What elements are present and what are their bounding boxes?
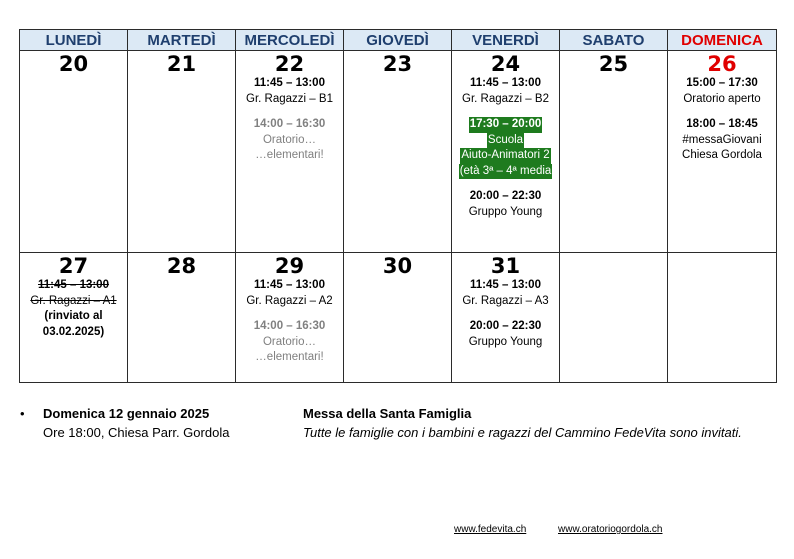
calendar-table: [19, 29, 777, 383]
week-row-1: [20, 51, 777, 253]
event-title: Oratorio…: [262, 133, 317, 146]
event-time: 11:45 – 13:00: [470, 77, 541, 89]
event-time: 11:45 – 13:00: [254, 279, 325, 291]
day-number: 25: [598, 52, 629, 76]
event-time: 11:45 – 13:00: [254, 77, 325, 89]
event-title: Gr. Ragazzi – A2: [246, 294, 333, 307]
header-thursday: GIOVEDÌ: [344, 30, 452, 51]
event-title-highlight: Scuola: [487, 133, 524, 149]
note-date-title: Domenica 12 gennaio 2025: [43, 406, 210, 421]
note-event-text: Tutte le famiglie con i bambini e ragazzi del Cammino FedeVita sono invitati.: [303, 425, 742, 440]
day-number: 24: [490, 52, 521, 76]
header-monday: LUNEDÌ: [20, 30, 128, 51]
event-oratorio-elementari: [236, 117, 343, 164]
day-number: 23: [382, 52, 413, 76]
event-ragazzi-a1-cancelled: [20, 278, 127, 340]
day-number: 30: [382, 254, 413, 278]
day-cell-empty-sun: [668, 253, 777, 383]
event-subtitle: …elementari!: [255, 351, 324, 363]
day-number: 29: [274, 254, 305, 278]
bullet-icon: •: [20, 406, 25, 421]
day-cell-23: [344, 51, 452, 253]
event-time: 11:45 – 13:00: [38, 279, 109, 291]
note-event-title: Messa della Santa Famiglia: [303, 406, 472, 421]
note-date-text: Ore 18:00, Chiesa Parr. Gordola: [43, 425, 230, 440]
event-title: Gr. Ragazzi – A3: [462, 294, 549, 307]
event-title: Oratorio aperto: [683, 92, 761, 105]
event-title: Gr. Ragazzi – B2: [462, 92, 549, 105]
event-postponed-date: 03.02.2025): [42, 325, 105, 338]
note-description-block: [303, 404, 783, 442]
event-scuola-aiuto-animatori: [452, 117, 559, 179]
event-oratorio-elementari: [236, 319, 343, 366]
day-number: 28: [166, 254, 197, 278]
day-cell-22: [236, 51, 344, 253]
event-oratorio-aperto: [668, 76, 776, 107]
event-ragazzi-b1: [236, 76, 343, 107]
header-saturday: SABATO: [560, 30, 668, 51]
day-cell-29: [236, 253, 344, 383]
day-number-sunday: 26: [707, 52, 737, 76]
event-gruppo-young: [452, 319, 559, 350]
event-ragazzi-a2: [236, 278, 343, 309]
day-cell-25: [560, 51, 668, 253]
event-title: Gr. Ragazzi – A1: [30, 294, 117, 307]
event-ragazzi-a3: [452, 278, 559, 309]
event-time: 15:00 – 17:30: [686, 77, 758, 89]
header-sunday: DOMENICA: [668, 30, 777, 51]
event-time: 18:00 – 18:45: [686, 118, 758, 130]
event-time: 20:00 – 22:30: [469, 190, 542, 202]
event-title: Oratorio…: [262, 335, 317, 348]
day-cell-31: [452, 253, 560, 383]
week-row-2: [20, 253, 777, 383]
header-friday: VENERDÌ: [452, 30, 560, 51]
day-number: 21: [166, 52, 197, 76]
event-note-highlight: (età 3ª – 4ª media: [459, 164, 553, 180]
day-cell-30: [344, 253, 452, 383]
event-title: #messaGiovani: [682, 133, 762, 146]
day-cell-empty-sat: [560, 253, 668, 383]
day-cell-26: [668, 51, 777, 253]
day-number: 31: [490, 254, 521, 278]
event-title-highlight: Aiuto-Animatori 2: [460, 148, 550, 164]
day-number: 22: [274, 52, 305, 76]
event-gruppo-young: [452, 189, 559, 220]
event-time: 14:00 – 16:30: [253, 118, 326, 130]
event-time: 14:00 – 16:30: [253, 320, 326, 332]
day-cell-20: [20, 51, 128, 253]
event-time-highlight: 17:30 – 20:00: [469, 117, 543, 133]
event-postponed-note: (rinviato al: [44, 310, 103, 322]
event-subtitle: …elementari!: [255, 149, 324, 161]
note-date-block: [43, 404, 293, 442]
day-cell-24: [452, 51, 560, 253]
day-number: 27: [58, 254, 89, 278]
event-messa-giovani: [668, 117, 776, 164]
header-wednesday: MERCOLEDÌ: [236, 30, 344, 51]
footer-link-oratorio[interactable]: www.oratoriogordola.ch: [558, 524, 663, 535]
event-time: 11:45 – 13:00: [470, 279, 541, 291]
day-cell-21: [128, 51, 236, 253]
day-cell-28: [128, 253, 236, 383]
event-time: 20:00 – 22:30: [469, 320, 542, 332]
day-cell-27: [20, 253, 128, 383]
event-title: Gruppo Young: [468, 335, 543, 348]
weekday-header-row: [20, 30, 777, 51]
event-title: Gr. Ragazzi – B1: [246, 92, 333, 105]
header-tuesday: MARTEDÌ: [128, 30, 236, 51]
event-ragazzi-b2: [452, 76, 559, 107]
event-title: Gruppo Young: [468, 205, 543, 218]
footer-link-fedevita[interactable]: www.fedevita.ch: [454, 524, 527, 535]
event-location: Chiesa Gordola: [682, 149, 762, 161]
day-number: 20: [58, 52, 89, 76]
